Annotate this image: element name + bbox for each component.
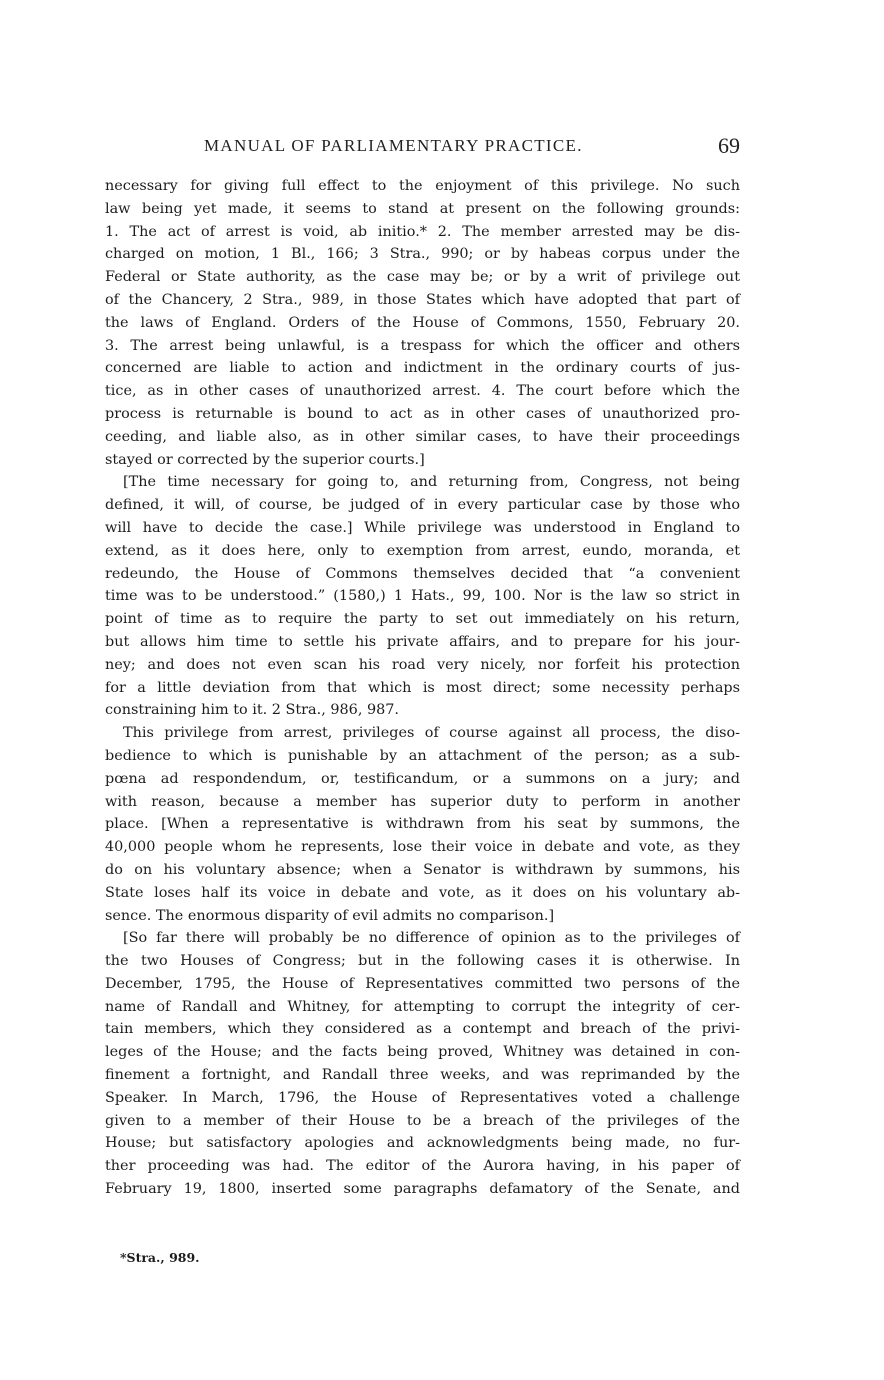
text-line: 40,000 people whom he represents, lose their voice in debate and vote, as they bbox=[105, 839, 740, 856]
paragraph-4 bbox=[105, 927, 740, 1201]
text-line: [So far there will probably be no difference of opinion as to the privileges of bbox=[123, 930, 740, 947]
text-line: extend, as it does here, only to exemption from arrest, eundo, moranda, et bbox=[105, 542, 740, 559]
text-line: finement a fortnight, and Randall three weeks, and was reprimanded by the bbox=[105, 1067, 740, 1084]
text-line: [The time necessary for going to, and returning from, Congress, not being bbox=[123, 474, 740, 491]
text-line: bedience to which is punishable by an attachment of the person; as a sub- bbox=[105, 747, 740, 764]
text-line: charged on motion, 1 Bl., 166; 3 Stra., 990; or by habeas corpus under the bbox=[105, 246, 740, 263]
text-line: stayed or corrected by the superior courts.] bbox=[105, 451, 425, 468]
text-line: constraining him to it. 2 Stra., 986, 987. bbox=[105, 702, 400, 719]
text-line: pœna ad respondendum, or, testificandum, or a summons on a jury; and bbox=[105, 770, 740, 787]
text-line: State loses half its voice in debate and vote, as it does on his voluntary ab- bbox=[105, 884, 740, 901]
text-line: ney; and does not even scan his road very nicely, nor forfeit his protection bbox=[105, 656, 740, 673]
text-line: February 19, 1800, inserted some paragraphs defamatory of the Senate, and bbox=[105, 1181, 740, 1198]
text-line: Speaker. In March, 1796, the House of Representatives voted a challenge bbox=[105, 1089, 740, 1106]
text-line: will have to decide the case.] While privilege was understood in England to bbox=[105, 519, 740, 536]
text-line: time was to be understood.” (1580,) 1 Hats., 99, 100. Nor is the law so strict in bbox=[105, 588, 740, 605]
text-line: law being yet made, it seems to stand at present on the following grounds: bbox=[105, 200, 740, 217]
footnote: *Stra., 989. bbox=[120, 1250, 200, 1265]
page-number: 69 bbox=[718, 133, 740, 158]
text-line: of the Chancery, 2 Stra., 989, in those States which have adopted that part of bbox=[105, 291, 740, 308]
text-line: defined, it will, of course, be judged of in every particular case by those who bbox=[105, 497, 740, 514]
text-line: leges of the House; and the facts being proved, Whitney was detained in con- bbox=[105, 1044, 740, 1061]
text-line: but allows him time to settle his private affairs, and to prepare for his jour- bbox=[105, 633, 740, 650]
text-line: do on his voluntary absence; when a Senator is withdrawn by summons, his bbox=[105, 861, 740, 878]
text-line: point of time as to require the party to set out immediately on his return, bbox=[105, 611, 740, 628]
body-text bbox=[105, 175, 740, 1201]
text-line: place. [When a representative is withdrawn from his seat by summons, the bbox=[105, 816, 740, 833]
running-head bbox=[200, 133, 740, 159]
text-line: for a little deviation from that which is most direct; some necessity perhaps bbox=[105, 679, 740, 696]
text-line: ceeding, and liable also, as in other similar cases, to have their proceedings bbox=[105, 428, 740, 445]
text-line: tice, as in other cases of unauthorized arrest. 4. The court before which the bbox=[105, 383, 740, 400]
text-line: redeundo, the House of Commons themselves decided that “a convenient bbox=[105, 565, 740, 582]
text-line: tain members, which they considered as a contempt and breach of the privi- bbox=[105, 1021, 740, 1038]
text-line: name of Randall and Whitney, for attempting to corrupt the integrity of cer- bbox=[105, 998, 740, 1015]
text-line: process is returnable is bound to act as in other cases of unauthorized pro- bbox=[105, 405, 740, 422]
text-line: House; but satisfactory apologies and acknowledgments being made, no fur- bbox=[105, 1135, 740, 1152]
text-line: the laws of England. Orders of the House of Commons, 1550, February 20. bbox=[105, 314, 740, 331]
paragraph-1 bbox=[105, 175, 740, 471]
text-line: ther proceeding was had. The editor of the Aurora having, in his paper of bbox=[105, 1158, 740, 1175]
text-line: This privilege from arrest, privileges of course against all process, the diso- bbox=[123, 725, 740, 742]
text-line: the two Houses of Congress; but in the following cases it is otherwise. In bbox=[105, 953, 740, 970]
text-line: December, 1795, the House of Representatives committed two persons of the bbox=[105, 975, 740, 992]
text-line: Federal or State authority, as the case may be; or by a writ of privilege out bbox=[105, 269, 740, 286]
text-line: concerned are liable to action and indictment in the ordinary courts of jus- bbox=[105, 360, 740, 377]
text-line: with reason, because a member has superior duty to perform in another bbox=[105, 793, 740, 810]
text-line: 3. The arrest being unlawful, is a trespass for which the officer and others bbox=[105, 337, 740, 354]
paragraph-3 bbox=[105, 722, 740, 927]
text-line: sence. The enormous disparity of evil admits no comparison.] bbox=[105, 907, 555, 924]
paragraph-2 bbox=[105, 471, 740, 722]
running-title: MANUAL OF PARLIAMENTARY PRACTICE. bbox=[204, 136, 583, 155]
text-line: necessary for giving full effect to the enjoyment of this privilege. No such bbox=[105, 178, 740, 194]
text-line: given to a member of their House to be a breach of the privileges of the bbox=[105, 1112, 740, 1129]
text-line: 1. The act of arrest is void, ab initio.* 2. The member arrested may be dis- bbox=[105, 223, 740, 240]
